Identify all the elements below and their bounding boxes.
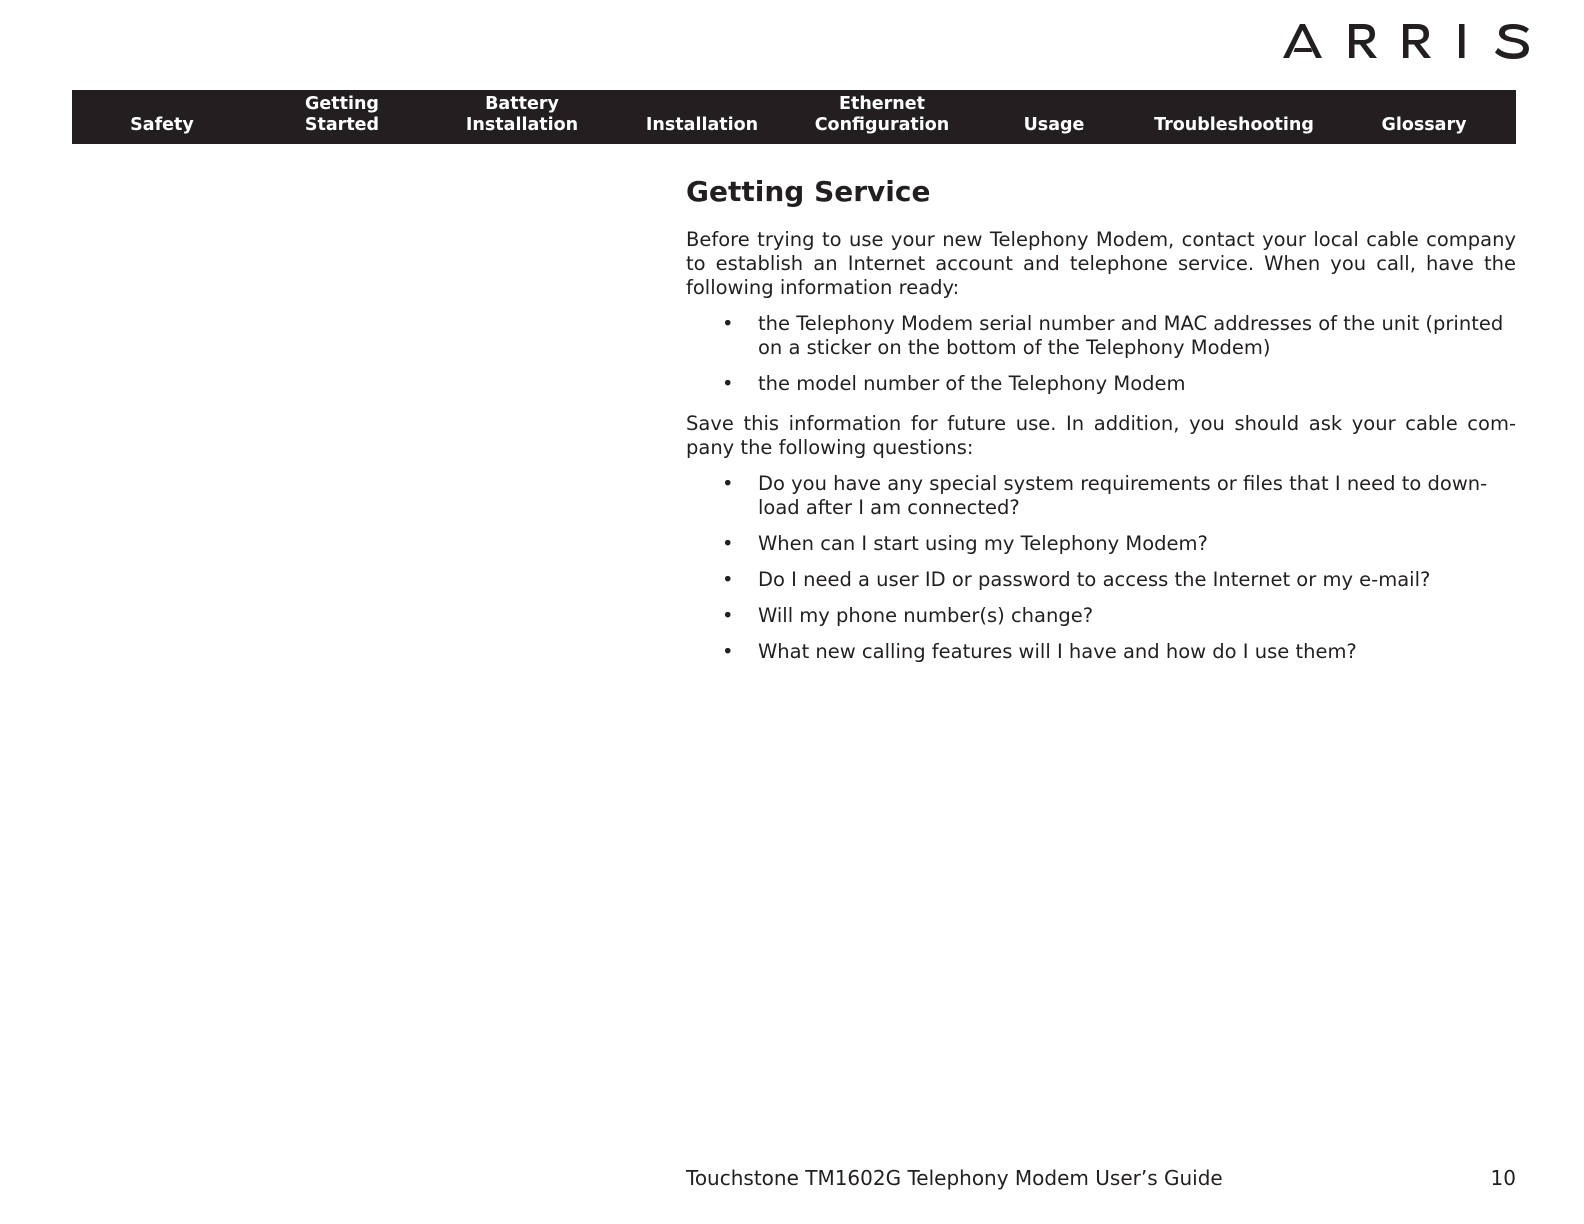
list-item-text: Do I need a user ID or password to access the Internet or my e-mail? [758,568,1431,591]
bullet-icon: • [722,372,734,395]
top-nav-bar [72,90,1516,144]
nav-tab-safety[interactable]: Safety [130,115,194,135]
list-item-text: What new calling features will I have and how do I use them? [758,640,1357,663]
questions-list [686,472,1516,664]
intro-paragraph: Before trying to use your new Telephony Modem, contact your local cable company to establish an Internet account and telephone service. When you call, have the following information ready: [686,228,1516,299]
page-title: Getting Service [686,175,931,208]
arris-logo [1283,22,1533,78]
page-number: 10 [1490,1166,1516,1190]
list-item [686,568,1516,592]
nav-tab-installation[interactable]: Installation [645,115,759,135]
list-item [686,312,1516,360]
bullet-icon: • [722,604,734,627]
bullet-icon: • [722,312,734,335]
nav-tab-getting-started[interactable]: Getting Started [304,94,380,135]
list-item [686,532,1516,556]
list-item-text: the model number of the Telephony Modem [758,372,1186,395]
bullet-icon: • [722,472,734,495]
bullet-icon: • [722,568,734,591]
page-footer [686,1166,1516,1190]
bullet-icon: • [722,532,734,555]
list-item [686,372,1516,396]
footer-title: Touchstone TM1602G Telephony Modem User’s Guide [686,1166,1223,1190]
nav-tab-glossary[interactable]: Glossary [1381,115,1467,135]
save-paragraph: Save this information for future use. In addition, you should ask your cable com-pany the following questions: [686,412,1516,459]
list-item [686,604,1516,628]
nav-tab-troubleshooting[interactable]: Troubleshooting [1154,115,1314,135]
arris-logo-mark [1283,22,1533,62]
list-item [686,472,1516,520]
nav-tab-battery-installation[interactable]: Battery Installation [465,94,579,135]
main-content [686,172,1516,676]
nav-tab-ethernet-configuration[interactable]: Ethernet Configuration [814,94,950,135]
nav-tab-usage[interactable]: Usage [1023,115,1085,135]
list-item-text: When can I start using my Telephony Modem? [758,532,1208,555]
bullet-icon: • [722,640,734,663]
list-item-text: Will my phone number(s) change? [758,604,1094,627]
list-item [686,640,1516,664]
list-item-text: Do you have any special system requirements or files that I need to down-load after I am connected? [758,472,1488,519]
info-list [686,312,1516,396]
list-item-text: the Telephony Modem serial number and MAC addresses of the unit (printed on a sticker on the bottom of the Telephony Modem) [758,312,1504,359]
